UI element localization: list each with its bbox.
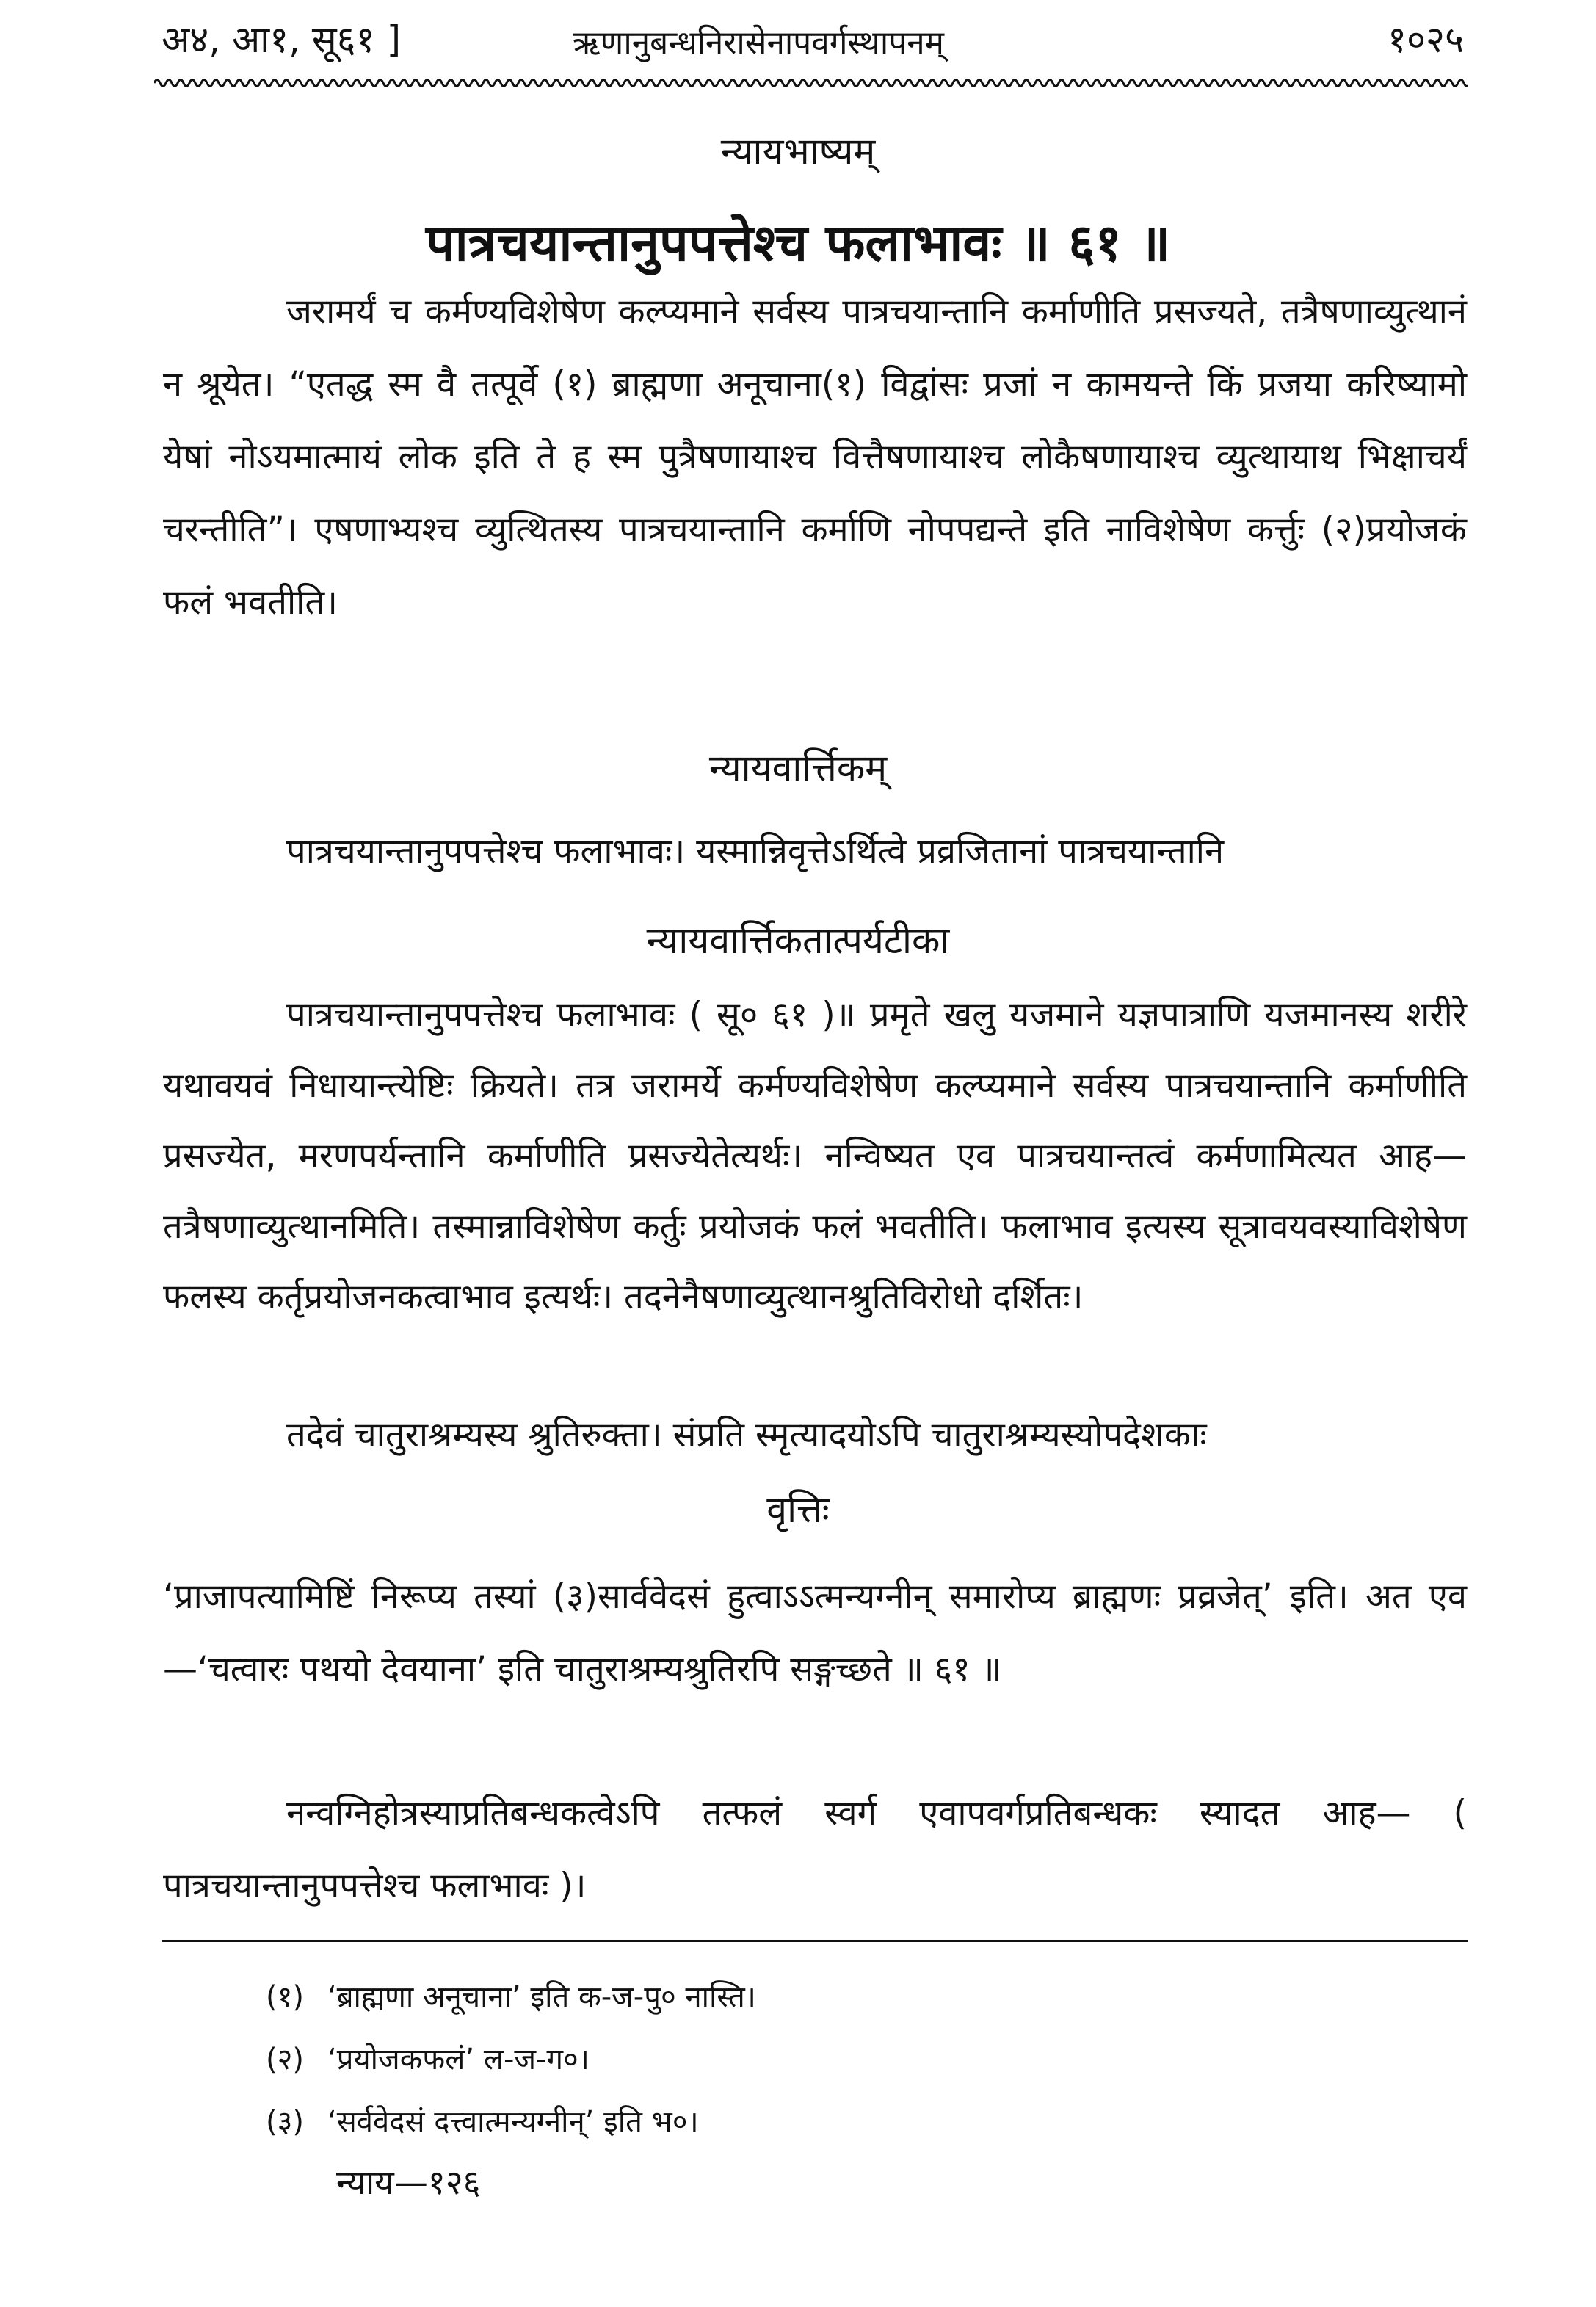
running-title: ऋणानुबन्धनिरासेनापवर्गस्थापनम् <box>573 24 944 62</box>
signature-mark: न्याय—१२६ <box>336 2162 481 2202</box>
footnote <box>266 2038 590 2078</box>
bhashya-heading: न्यायभाष्यम् <box>720 130 876 173</box>
tika-heading: न्यायवार्त्तिकतात्पर्यटीका <box>646 919 950 962</box>
vritti-text-continued: नन्वग्निहोत्रस्याप्रतिबन्धकत्वेऽपि तत्फलं स्वर्ग एवापवर्गप्रतिबन्धकः स्यादत आह— ( पात्रचयान्तानुपपत्तेश्च फलाभावः )। <box>163 1793 1467 1906</box>
section-reference: अ४, आ१, सू६१ ] <box>162 18 402 61</box>
running-header <box>162 13 1479 65</box>
footnote-text: ‘ब्राह्मणा अनूचाना’ इति क-ज-पु० नास्ति। <box>327 1980 756 2014</box>
footnote-number: (१) <box>266 1980 305 2014</box>
tika-text: पात्रचयान्तानुपपत्तेश्च फलाभावः ( सू० ६१ )॥ प्रमृते खलु यजमाने यज्ञपात्राणि यजमानस्य शरीरे यथावयवं निधायान्त्येष्टिः क्रियते। तत्र जरामर्ये कर्मण्यविशेषेण कल्प्यमाने सर्वस्य पात्रचयान्तानि कर्माणीति प्रसज्येत, मरणपर्यन्तानि कर्माणीति प्रसज्येतेत्यर्थः। नन्विष्यत एव पात्रचयान्तत्वं कर्मणामित्यत आह—तत्रैषणाव्युत्थानमिति। तस्मान्नाविशेषेण कर्तुः प्रयोजकं फलं भवतीति। फलाभाव इत्यस्य सूत्रावयवस्याविशेषेण फलस्य कर्तृप्रयोजनकत्वाभाव इत्यर्थः। तदनेनैषणाव्युत्थानश्रुतिविरोधो दर्शितः। <box>163 995 1467 1317</box>
header-wavy-rule <box>154 73 1468 93</box>
footnote-number: (२) <box>266 2043 305 2076</box>
bhashya-text: जरामर्यं च कर्मण्यविशेषेण कल्प्यमाने सर्वस्य पात्रचयान्तानि कर्माणीति प्रसज्यते, तत्रैषणाव्युत्थानं न श्रूयेत। “एतद्ध स्म वै तत्पूर्वे (१) ब्राह्मणा अनूचाना(१) विद्वांसः प्रजां न कामयन्ते किं प्रजया करिष्यामो येषां नोऽयमात्मायं लोक इति ते ह स्म पुत्रैषणायाश्च वित्तैषणायाश्च लोकैषणायाश्च व्युत्थायाथ भिक्षाचर्यं चरन्तीति”। एषणाभ्यश्च व्युत्थितस्य पात्रचयान्तानि कर्माणि नोपपद्यन्ते इति नाविशेषेण कर्त्तुः (२)प्रयोजकं फलं भवतीति। <box>163 291 1467 623</box>
footnote <box>266 1975 756 2016</box>
footnote <box>266 2100 699 2140</box>
footnote-text: ‘सर्ववेदसं दत्त्वात्मन्यग्नीन्’ इति भ०। <box>327 2105 699 2139</box>
page-number: १०२५ <box>1388 18 1464 61</box>
vritti-heading: वृत्तिः <box>766 1488 830 1531</box>
footnote-text: ‘प्रयोजकफलं’ ल-ज-ग०। <box>327 2043 590 2076</box>
vritti-text: ‘प्राजापत्यामिष्टिं निरूप्य तस्यां (३)सार्ववेदसं हुत्वाऽऽत्मन्यग्नीन् समारोप्य ब्राह्मणः प्रव्रजेत्’ इति। अत एव—‘चत्वारः पथयो देवयाना’ इति चातुराश्रम्यश्रुतिरपि सङ्गच्छते ॥ ६१ ॥ <box>163 1576 1467 1689</box>
footnote-divider <box>162 1940 1468 1942</box>
vartika-heading: न्यायवार्त्तिकम् <box>708 747 888 789</box>
sutra-title: पात्रचयान्तानुपपत्तेश्च फलाभावः ॥ ६१ ॥ <box>425 213 1171 273</box>
tika-text-continued: तदेवं चातुराश्रम्यस्य श्रुतिरुक्ता। संप्रति स्मृत्यादयोऽपि चातुराश्रम्यस्योपदेशकाः <box>286 1415 1207 1455</box>
vartika-text: पात्रचयान्तानुपपत्तेश्च फलाभावः। यस्मान्निवृत्तेऽर्थित्वे प्रव्रजितानां पात्रचयान्तानि <box>286 831 1225 872</box>
footnote-number: (३) <box>266 2105 305 2139</box>
